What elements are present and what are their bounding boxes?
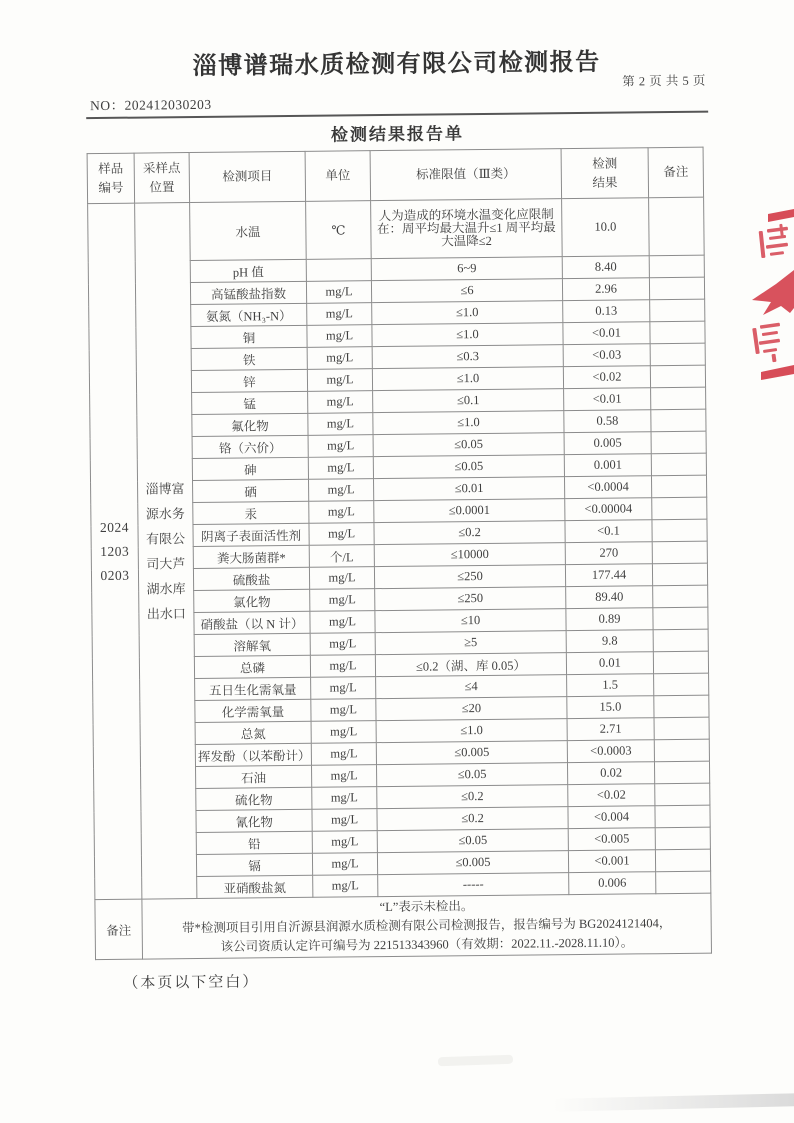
result-cell: 1.5 <box>567 674 654 697</box>
remark-cell <box>653 629 708 652</box>
item-cell: 溶解氧 <box>194 633 310 656</box>
footer-note: （本页以下空白） <box>123 974 260 992</box>
item-cell: 锌 <box>191 369 307 392</box>
result-cell: <0.02 <box>563 366 650 389</box>
result-cell: 177.44 <box>565 564 652 587</box>
unit-cell: mg/L <box>309 567 374 590</box>
unit-cell: mg/L <box>312 853 377 876</box>
column-header <box>561 148 649 199</box>
unit-cell: 个/L <box>309 545 374 568</box>
remark-cell <box>650 299 705 322</box>
column-header-line: 标准限值（Ⅲ类） <box>415 166 516 182</box>
standard-limit-cell: ≤0.005 <box>377 851 568 875</box>
standard-limit-cell: ≤20 <box>376 697 567 721</box>
item-cell: 总磷 <box>194 655 310 678</box>
standard-limit-cell: ≤0.3 <box>372 345 563 369</box>
result-cell: 8.40 <box>562 256 649 279</box>
sampling-location-cell-line: 出水口 <box>146 605 186 622</box>
unit-cell: mg/L <box>308 457 373 480</box>
remark-cell <box>654 739 709 762</box>
result-cell: 2.96 <box>562 278 649 301</box>
unit-cell: mg/L <box>312 831 377 854</box>
result-cell: 15.0 <box>567 696 654 719</box>
result-cell: <0.01 <box>564 388 651 411</box>
sampling-location-cell-line: 司大芦 <box>146 555 186 572</box>
standard-limit-cell: ≤10 <box>375 609 566 633</box>
remark-cell <box>649 255 704 278</box>
result-cell: 89.40 <box>566 586 653 609</box>
result-cell: 9.8 <box>566 630 653 653</box>
result-cell: 0.006 <box>569 872 656 895</box>
column-header <box>134 153 190 204</box>
report-no-row <box>86 73 708 120</box>
standard-limit-cell: ≤0.05 <box>373 433 564 457</box>
item-cell: 石油 <box>196 765 312 788</box>
result-cell: <0.02 <box>568 784 655 807</box>
standard-limit-cell: ≤0.05 <box>376 763 567 787</box>
unit-cell: mg/L <box>307 347 372 370</box>
item-cell: 氟化物 <box>192 413 308 436</box>
scan-smudge <box>438 1055 513 1067</box>
unit-cell <box>306 259 371 282</box>
column-header-line: 位置 <box>149 179 175 194</box>
sample-id-cell-line: 0203 <box>100 567 130 583</box>
item-cell: 砷 <box>192 457 308 480</box>
result-cell: <0.004 <box>568 806 655 829</box>
column-header <box>87 153 135 203</box>
unit-cell: mg/L <box>309 501 374 524</box>
unit-cell: mg/L <box>313 875 378 898</box>
standard-limit-cell: ≤0.2 <box>374 521 565 545</box>
standard-limit-cell: ≤0.005 <box>376 741 567 765</box>
item-cell: 高锰酸盐指数 <box>190 281 306 304</box>
table-row <box>88 197 705 261</box>
scan-shadow <box>553 1093 794 1112</box>
result-cell: <0.00004 <box>565 498 652 521</box>
column-header-line: 检测 <box>592 156 618 171</box>
unit-cell: mg/L <box>308 435 373 458</box>
standard-limit-cell: ≤250 <box>375 587 566 611</box>
item-cell: 锰 <box>192 391 308 414</box>
column-header-line: 备注 <box>663 164 689 180</box>
remarks-text <box>142 893 712 959</box>
standard-limit-cell: ≤10000 <box>374 543 565 567</box>
standard-limit-cell: ≤0.2 <box>377 785 568 809</box>
column-header <box>370 149 562 201</box>
remark-cell <box>654 717 709 740</box>
unit-cell: mg/L <box>311 699 376 722</box>
remark-cell <box>656 871 711 894</box>
item-cell: 化学需氧量 <box>195 699 311 722</box>
header-row <box>87 147 703 203</box>
remark-cell <box>654 761 709 784</box>
column-header <box>189 151 306 202</box>
remark-cell <box>651 409 706 432</box>
unit-cell: mg/L <box>311 765 376 788</box>
unit-cell: mg/L <box>306 281 371 304</box>
unit-cell: mg/L <box>311 677 376 700</box>
remark-cell <box>653 651 708 674</box>
column-header-line: 单位 <box>325 168 351 183</box>
result-cell: 10.0 <box>562 198 650 257</box>
column-header-line: 采样点 <box>142 160 181 176</box>
result-cell: 0.13 <box>563 300 650 323</box>
sample-id-cell-line: 1203 <box>100 543 130 559</box>
item-cell: 五日生化需氧量 <box>195 677 311 700</box>
unit-cell: mg/L <box>308 391 373 414</box>
result-cell: <0.1 <box>565 520 652 543</box>
standard-limit-cell: ≤0.05 <box>373 455 564 479</box>
remarks-line: 带*检测项目引用自沂源县润源水质检测有限公司检测报告，报告编号为 BG2024121404， <box>181 916 672 936</box>
remark-cell <box>651 431 706 454</box>
standard-limit-cell: ≤0.2（湖、库 0.05） <box>375 653 566 677</box>
remark-cell <box>652 541 707 564</box>
item-cell: 铅 <box>196 831 312 854</box>
remarks-line: 该公司资质认定许可编号为 221513343960（有效期：2022.11.-2028.11.10）。 <box>220 935 634 954</box>
item-cell: 铬（六价） <box>192 435 308 458</box>
remark-cell <box>649 277 704 300</box>
standard-limit-cell: ≤250 <box>374 565 565 589</box>
item-cell: 挥发酚（以苯酚计） <box>195 743 311 766</box>
result-cell: 0.89 <box>566 608 653 631</box>
results-table-header <box>87 147 703 203</box>
result-cell: <0.0003 <box>567 740 654 763</box>
item-cell: 硫化物 <box>196 787 312 810</box>
remark-cell <box>654 673 709 696</box>
item-cell: 铜 <box>191 325 307 348</box>
result-cell: 0.58 <box>564 410 651 433</box>
remark-cell <box>653 607 708 630</box>
column-header-line: 样品 <box>98 161 124 176</box>
results-table-body <box>88 197 712 959</box>
column-header-line: 检测项目 <box>222 169 273 184</box>
unit-cell: mg/L <box>309 523 374 546</box>
unit-cell: mg/L <box>312 809 377 832</box>
standard-limit-cell: ≤1.0 <box>372 367 563 391</box>
item-cell: 亚硝酸盐氮 <box>197 875 313 898</box>
sample-id-cell <box>88 203 142 899</box>
result-cell: 0.001 <box>564 454 651 477</box>
item-cell: pH 值 <box>190 259 306 282</box>
remark-cell <box>655 849 710 872</box>
remarks-label: 备注 <box>95 899 143 959</box>
standard-limit-cell: ≤4 <box>376 675 567 699</box>
standard-limit-cell: ≤6 <box>371 279 562 303</box>
item-cell: 氯化物 <box>194 589 310 612</box>
remark-cell <box>653 585 708 608</box>
standard-limit-cell: ----- <box>378 873 569 897</box>
remark-cell <box>655 805 710 828</box>
standard-limit-cell: 人为造成的环境水温变化应限制在：周平均最大温升≤1 周平均最大温降≤2 <box>371 199 563 259</box>
result-cell: <0.01 <box>563 322 650 345</box>
remark-cell <box>655 827 710 850</box>
result-cell: 0.01 <box>566 652 653 675</box>
remark-cell <box>655 783 710 806</box>
standard-limit-cell: ≤1.0 <box>372 301 563 325</box>
remark-cell <box>651 453 706 476</box>
unit-cell: mg/L <box>307 325 372 348</box>
standard-limit-cell: ≤0.2 <box>377 807 568 831</box>
result-cell: 0.02 <box>567 762 654 785</box>
result-cell: 2.71 <box>567 718 654 741</box>
item-cell: 水温 <box>190 201 307 260</box>
item-cell: 汞 <box>193 501 309 524</box>
report-no: NO：202412030203 <box>90 96 212 114</box>
standard-limit-cell: ≤1.0 <box>372 323 563 347</box>
item-cell: 总氮 <box>195 721 311 744</box>
results-table <box>87 147 712 960</box>
standard-limit-cell: ≤0.05 <box>377 829 568 853</box>
unit-cell: mg/L <box>310 633 375 656</box>
remark-cell <box>650 343 705 366</box>
unit-cell: mg/L <box>308 413 373 436</box>
result-cell: 0.005 <box>564 432 651 455</box>
result-cell: 270 <box>565 542 652 565</box>
item-cell: 硒 <box>193 479 309 502</box>
item-cell: 氰化物 <box>196 809 312 832</box>
item-cell: 镉 <box>196 853 312 876</box>
unit-cell: mg/L <box>307 369 372 392</box>
report-document <box>85 0 717 993</box>
remark-cell <box>652 497 707 520</box>
standard-limit-cell: ≤0.0001 <box>374 499 565 523</box>
standard-limit-cell: ≤1.0 <box>376 719 567 743</box>
remark-cell <box>651 387 706 410</box>
remark-cell <box>651 475 706 498</box>
standard-limit-cell: ≥5 <box>375 631 566 655</box>
unit-cell: mg/L <box>307 303 372 326</box>
item-cell: 硝酸盐（以 N 计） <box>194 611 310 634</box>
column-header-line: 结果 <box>592 175 618 190</box>
unit-cell: mg/L <box>311 743 376 766</box>
item-cell: 阴离子表面活性剂 <box>193 523 309 546</box>
item-cell: 铁 <box>191 347 307 370</box>
unit-cell: mg/L <box>312 787 377 810</box>
standard-limit-cell: ≤0.01 <box>374 477 565 501</box>
remarks-line: “L”表示未检出。 <box>379 899 474 915</box>
remark-cell <box>649 197 705 256</box>
result-cell: <0.005 <box>568 828 655 851</box>
remarks-row <box>95 893 712 959</box>
result-cell: <0.0004 <box>564 476 651 499</box>
sampling-location-cell-line: 源水务 <box>145 505 185 522</box>
sample-id-cell-line: 2024 <box>99 519 130 535</box>
remark-cell <box>650 321 705 344</box>
item-cell: 硫酸盐 <box>193 567 309 590</box>
remark-cell <box>650 365 705 388</box>
sampling-location-cell <box>135 203 197 900</box>
unit-cell: mg/L <box>310 589 375 612</box>
remark-cell <box>652 519 707 542</box>
page-indicator: 第 2 页 共 5 页 <box>622 73 706 89</box>
unit-cell: mg/L <box>310 655 375 678</box>
standard-limit-cell: 6~9 <box>371 257 562 281</box>
standard-limit-cell: ≤1.0 <box>373 411 564 435</box>
unit-cell: mg/L <box>310 611 375 634</box>
column-header-line: 编号 <box>98 180 124 195</box>
page-title: 淄博谱瑞水质检测有限公司检测报告 <box>192 49 601 81</box>
sampling-location-cell-line: 淄博富 <box>145 480 185 497</box>
column-header <box>648 147 704 198</box>
remark-cell <box>654 695 709 718</box>
item-cell: 氨氮（NH₃-N） <box>191 303 307 326</box>
unit-cell: mg/L <box>311 721 376 744</box>
result-cell: <0.03 <box>563 344 650 367</box>
result-cell: <0.001 <box>568 850 655 873</box>
unit-cell: ℃ <box>306 201 372 260</box>
unit-cell: mg/L <box>309 479 374 502</box>
report-subtitle: 检测结果报告单 <box>330 124 464 145</box>
sampling-location-cell-line: 有限公 <box>146 530 186 547</box>
remark-cell <box>652 563 707 586</box>
item-cell: 粪大肠菌群* <box>193 545 309 568</box>
column-header <box>305 151 371 202</box>
red-seal-fragment-icon <box>750 204 794 389</box>
standard-limit-cell: ≤0.1 <box>373 389 564 413</box>
sampling-location-cell-line: 湖水库 <box>146 580 186 597</box>
